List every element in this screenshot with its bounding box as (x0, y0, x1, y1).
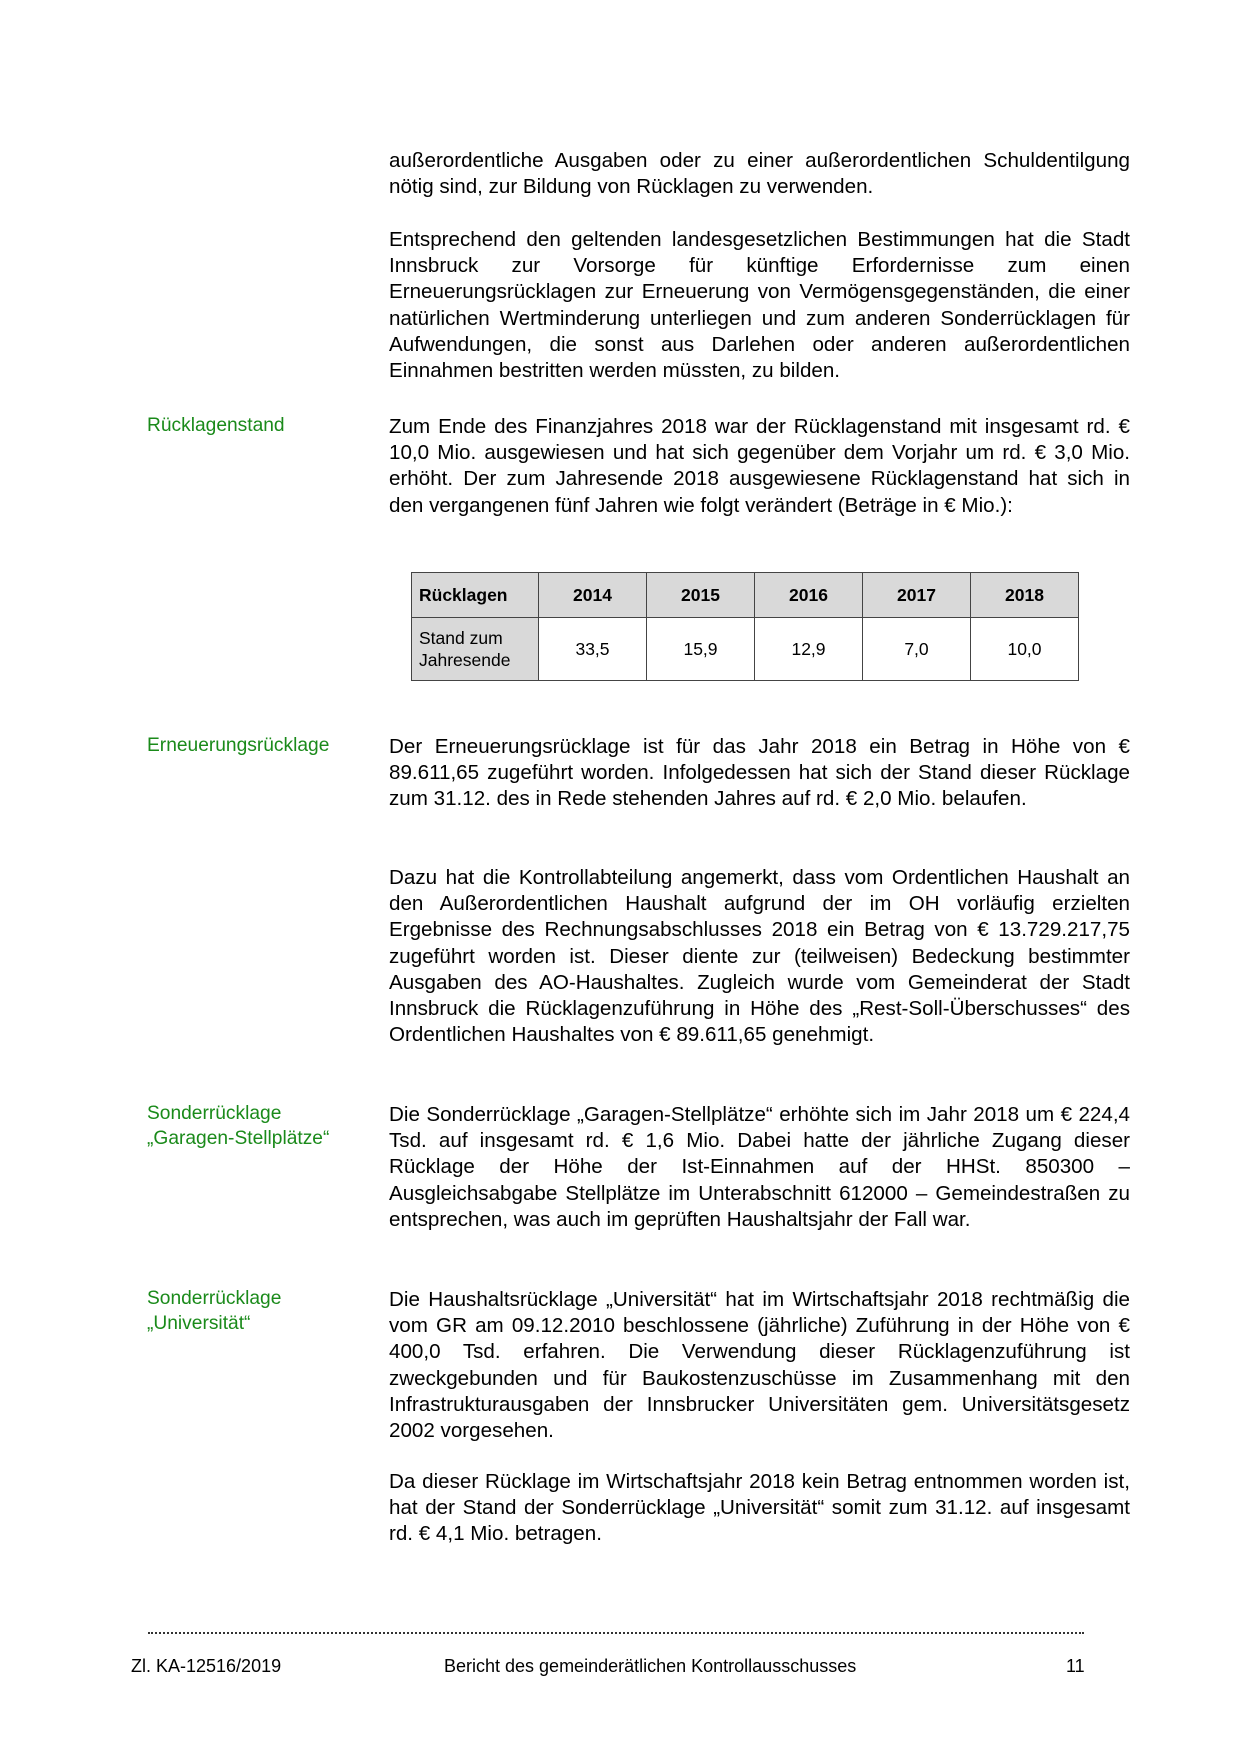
footer-reference: Zl. KA-12516/2019 (131, 1656, 282, 1676)
footer-divider (148, 1632, 1084, 1634)
table-header-cell: 2014 (539, 573, 647, 618)
table-cell: 7,0 (863, 618, 971, 681)
table-cell: 15,9 (647, 618, 755, 681)
margin-note-uni-line-1: Sonderrücklage (147, 1288, 282, 1309)
margin-note-ruecklagenstand: Rücklagenstand (147, 415, 285, 436)
table-cell: 33,5 (539, 618, 647, 681)
paragraph-legal-basis: Entsprechend den geltenden landesgesetzlichen Bestimmungen hat die Stadt Innsbruck zur Vorsorge für künftige Erfordernisse zum einen Erneuerungsrücklagen zur Erneuerung von Vermögensgegenständen, die einer natürlichen Wertminderung unterliegen und zum anderen Sonderrücklagen für Aufwendungen, die sonst aus Darlehen oder anderen außerordentlichen Einnahmen bestritten werden müssten, zu bilden. (389, 228, 1130, 383)
paragraph-kontrollabteilung: Dazu hat die Kontrollabteilung angemerkt, dass vom Ordentlichen Haushalt an den Außerordentlichen Haushalt aufgrund der im OH vorläufig erzielten Ergebnisse des Rechnungsabschlusses 2018 ein Betrag von € 13.729.217,75 zugeführt worden ist. Dieser diente zur (teilweisen) Bedeckung bestimmter Ausgaben des AO-Haushaltes. Zugleich wurde vom Gemeinderat der Stadt Innsbruck die Rücklagenzuführung in Höhe des „Rest-Soll-Überschusses“ des Ordentlichen Haushaltes von € 89.611,65 genehmigt. (389, 866, 1130, 1047)
page-number: 11 (1066, 1656, 1085, 1676)
margin-note-universitaet (147, 1287, 367, 1336)
margin-note-erneuerung: Erneuerungsrücklage (147, 735, 330, 756)
table-header-cell: 2017 (863, 573, 971, 618)
paragraph-universitaet: Die Haushaltsrücklage „Universität“ hat im Wirtschaftsjahr 2018 rechtmäßig die vom GR am 09.12.2010 beschlossene (jährliche) Zuführung in der Höhe von € 400,0 Tsd. erfahren. Die Verwendung dieser Rücklagenzuführung ist zweckgebunden und für Baukostenzuschüsse im Zusammenhang mit den Infrastrukturausgaben der Innsbrucker Universitäten gem. Universitätsgesetz 2002 vorgesehen. (389, 1288, 1130, 1443)
table-header-row (412, 573, 1079, 618)
table-row-label (412, 618, 539, 681)
paragraph-intro-continuation: außerordentliche Ausgaben oder zu einer außerordentlichen Schuldentilgung nötig sind, zur Bildung von Rücklagen zu verwenden. (389, 149, 1130, 199)
paragraph-ruecklagenstand: Zum Ende des Finanzjahres 2018 war der Rücklagenstand mit insgesamt rd. € 10,0 Mio. ausgewiesen und hat sich gegenüber dem Vorjahr um rd. € 3,0 Mio. erhöht. Der zum Jahresende 2018 ausgewiesene Rücklagenstand hat sich in den vergangenen fünf Jahren wie folgt verändert (Beträge in € Mio.): (389, 415, 1130, 517)
row-label-line-2: Jahresende (419, 650, 511, 670)
reserves-table (411, 572, 1079, 681)
table-cell: 10,0 (971, 618, 1079, 681)
row-label-line-1: Stand zum (419, 628, 503, 648)
footer-title: Bericht des gemeinderätlichen Kontrollausschusses (444, 1656, 857, 1676)
table-cell: 12,9 (755, 618, 863, 681)
table-header-cell: 2018 (971, 573, 1079, 618)
paragraph-erneuerung: Der Erneuerungsrücklage ist für das Jahr 2018 ein Betrag in Höhe von € 89.611,65 zugeführt worden. Infolgedessen hat sich der Stand dieser Rücklage zum 31.12. des in Rede stehenden Jahres auf rd. € 2,0 Mio. belaufen. (389, 735, 1130, 811)
margin-note-uni-line-2: „Universität“ (147, 1312, 251, 1334)
table-header-cell: Rücklagen (412, 573, 539, 618)
paragraph-universitaet-stand: Da dieser Rücklage im Wirtschaftsjahr 2018 kein Betrag entnommen worden ist, hat der Stand der Sonderrücklage „Universität“ somit zum 31.12. auf insgesamt rd. € 4,1 Mio. betragen. (389, 1470, 1130, 1546)
paragraph-garagen: Die Sonderrücklage „Garagen-Stellplätze“ erhöhte sich im Jahr 2018 um € 224,4 Tsd. auf insgesamt rd. € 1,6 Mio. Dabei hatte der jährliche Zugang dieser Rücklage der Höhe der Ist-Einnahmen auf der HHSt. 850300 – Ausgleichsabgabe Stellplätze im Unterabschnitt 612000 – Gemeindestraßen zu entsprechen, was auch im geprüften Haushaltsjahr der Fall war. (389, 1103, 1130, 1231)
table-header-cell: 2015 (647, 573, 755, 618)
table-header-cell: 2016 (755, 573, 863, 618)
margin-note-garagen-line-2: „Garagen-Stellplätze“ (147, 1127, 330, 1149)
margin-note-garagen-line-1: Sonderrücklage (147, 1103, 282, 1124)
table-row (412, 618, 1079, 681)
margin-note-garagen (147, 1102, 367, 1151)
